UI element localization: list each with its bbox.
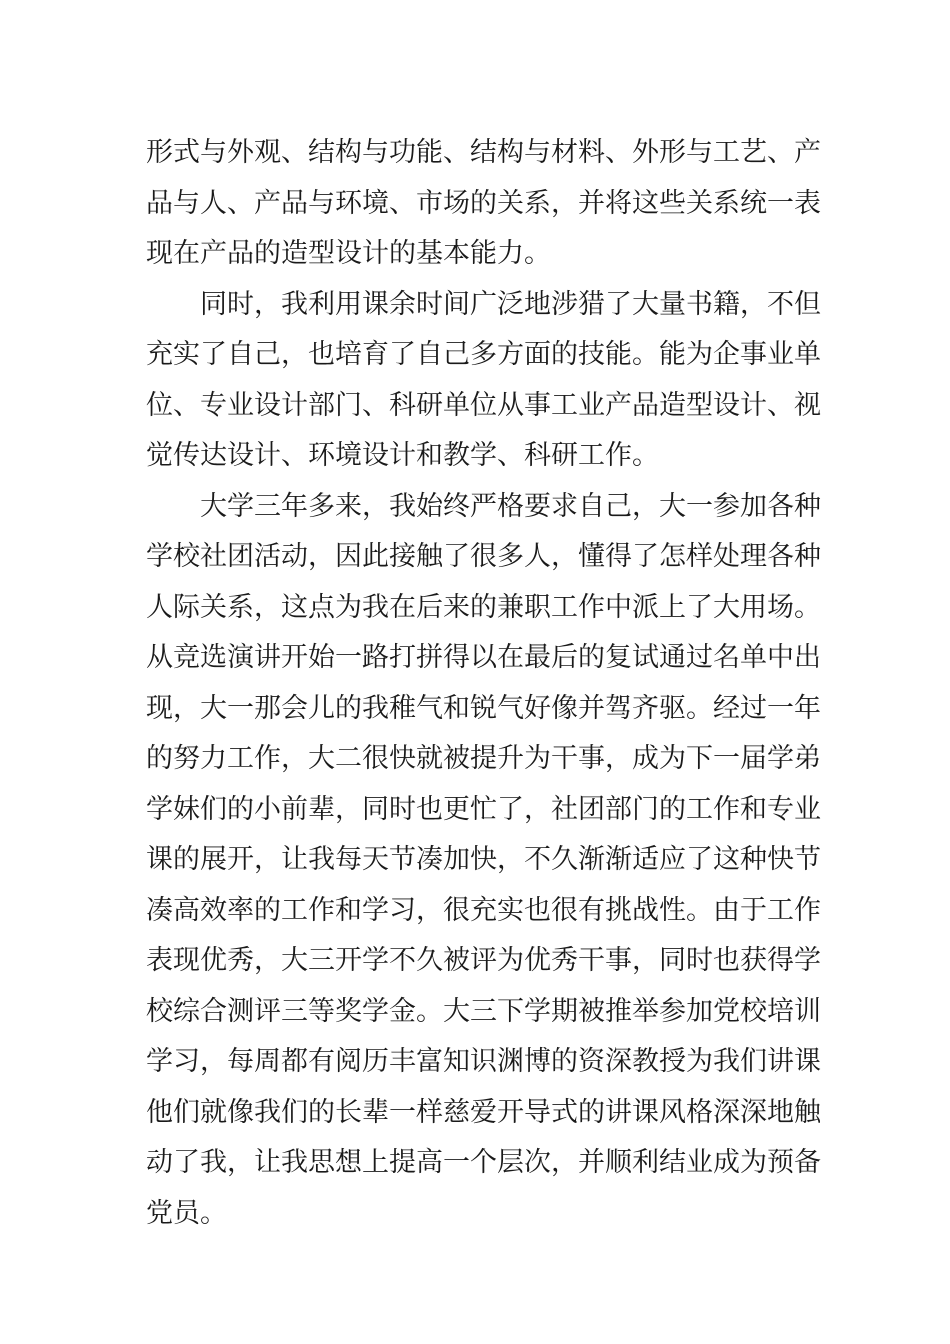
text-line: 同时，我利用课余时间广泛地涉猎了大量书籍，不但	[200, 288, 821, 320]
text-line: 觉传达设计、环境设计和教学、科研工作。	[146, 440, 659, 471]
text-line: 党员。	[146, 1197, 227, 1229]
text-line: 从竞选演讲开始一路打拼得以在最后的复试通过名单中出	[146, 642, 821, 673]
text-line: 动了我，让我思想上提高一个层次，并顺利结业成为预备	[146, 1147, 821, 1178]
document-body	[146, 128, 821, 1239]
text-line: 凑高效率的工作和学习，很充实也很有挑战性。由于工作	[146, 894, 821, 926]
text-line: 现，大一那会儿的我稚气和锐气好像并驾齐驱。经过一年	[146, 692, 821, 724]
text-line: 课的展开，让我每天节凑加快，不久渐渐适应了这种快节	[146, 844, 821, 875]
paragraph	[146, 482, 821, 1240]
text-line: 现在产品的造型设计的基本能力。	[146, 238, 551, 269]
text-line: 品与人、产品与环境、市场的关系，并将这些关系统一表	[146, 187, 821, 219]
text-line: 大学三年多来，我始终严格要求自己，大一参加各种	[200, 490, 821, 522]
text-line: 人际关系，这点为我在后来的兼职工作中派上了大用场。	[146, 591, 821, 623]
text-line: 形式与外观、结构与功能、结构与材料、外形与工艺、产	[146, 137, 821, 168]
text-line: 学习，每周都有阅历丰富知识渊博的资深教授为我们讲课	[146, 1046, 821, 1077]
paragraph	[146, 280, 821, 482]
text-line: 学妹们的小前辈，同时也更忙了，社团部门的工作和专业	[146, 793, 821, 825]
text-line: 充实了自己，也培育了自己多方面的技能。能为企事业单	[146, 339, 821, 370]
text-line: 学校社团活动，因此接触了很多人，懂得了怎样处理各种	[146, 541, 821, 572]
text-line: 表现优秀，大三开学不久被评为优秀干事，同时也获得学	[146, 945, 821, 976]
text-line: 的努力工作，大二很快就被提升为干事，成为下一届学弟	[146, 743, 821, 774]
text-line: 校综合测评三等奖学金。大三下学期被推举参加党校培训	[146, 995, 821, 1027]
text-line: 位、专业设计部门、科研单位从事工业产品造型设计、视	[146, 389, 821, 421]
text-line: 他们就像我们的长辈一样慈爱开导式的讲课风格深深地触	[146, 1096, 821, 1128]
paragraph	[146, 128, 821, 280]
